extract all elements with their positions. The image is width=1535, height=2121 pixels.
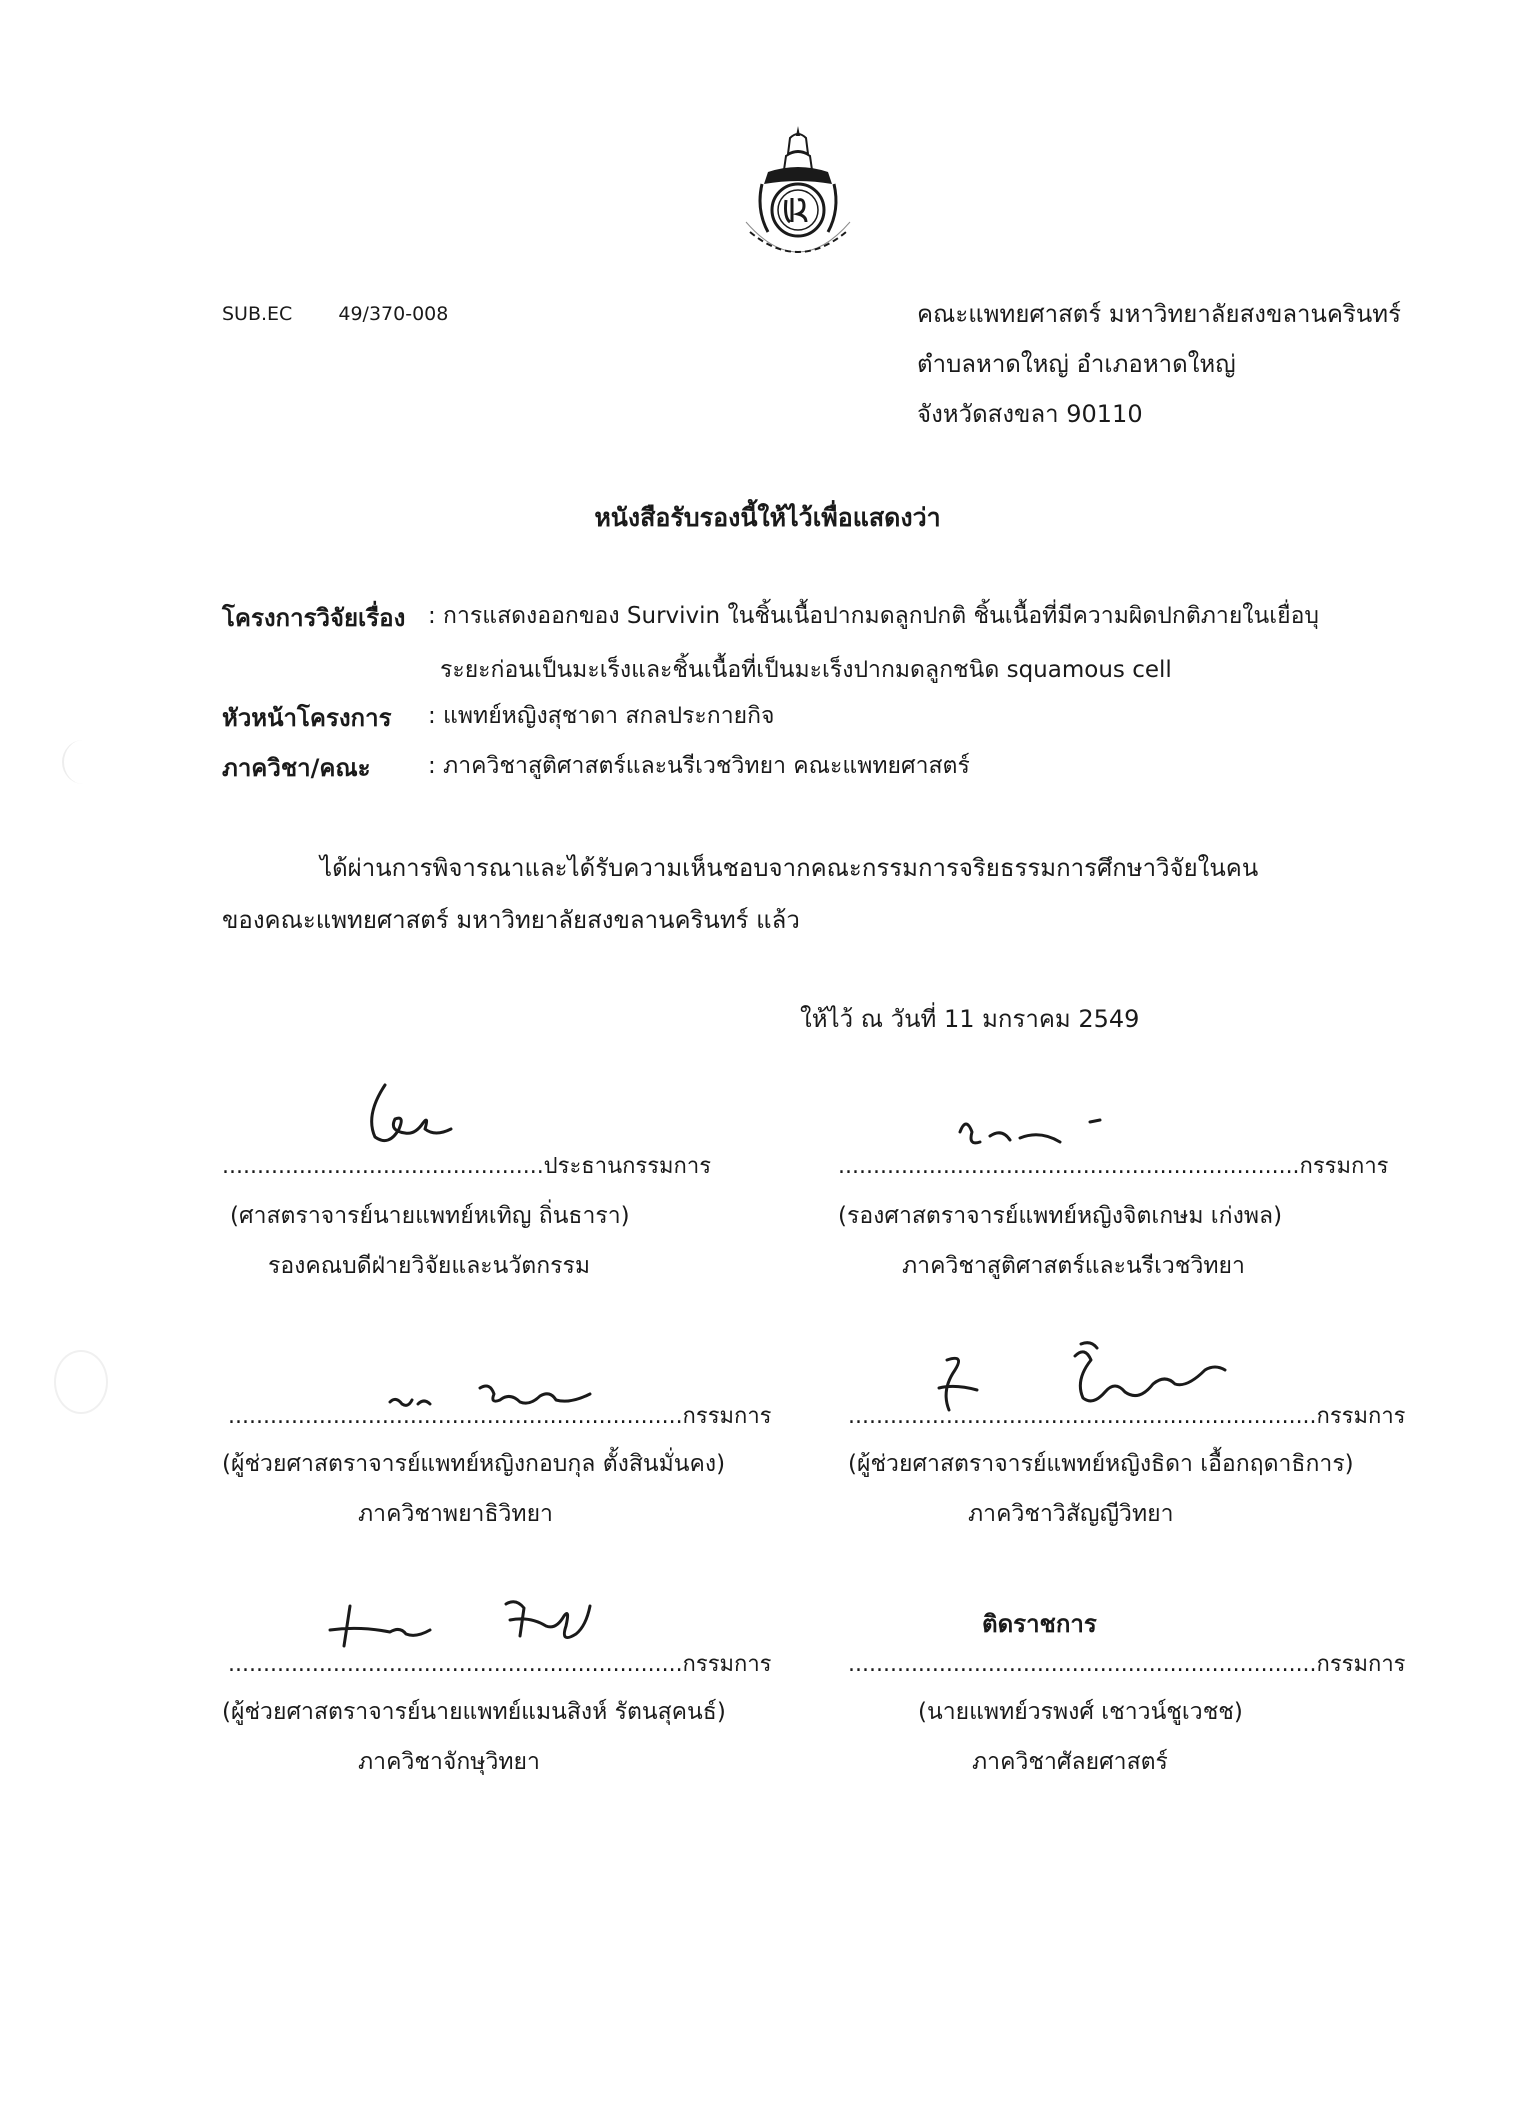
project-label: โครงการวิจัยเรื่อง [222,604,406,632]
signature-chairman [355,1075,465,1155]
reference-number [222,303,448,325]
punch-hole-mark [62,740,104,784]
reference-number-value: 49/370-008 [338,303,449,325]
signatory-dept-member-4: ภาควิชาวิสัญญีวิทยา [968,1501,1174,1527]
signature-line-member-3: .................................................................กรรมการ [228,1404,772,1429]
signatory-name-member-6: (นายแพทย์วรพงศ์ เชาวน์ชูเวชช) [918,1699,1243,1725]
signatory-dept-member-3: ภาควิชาพยาธิวิทยา [358,1501,553,1527]
address-line-1: คณะแพทยศาสตร์ มหาวิทยาลัยสงขลานครินทร์ [917,300,1401,328]
signatory-dept-member-5: ภาควิชาจักษุวิทยา [358,1749,540,1775]
principal-investigator-value: : แพทย์หญิงสุชาดา สกลประกายกิจ [428,703,775,729]
signatory-name-member-4: (ผู้ช่วยศาสตราจารย์แพทย์หญิงธิดา เอื้อกฤดาธิการ) [848,1451,1354,1477]
signatory-name-chairman: (ศาสตราจารย์นายแพทย์หเทิญ ถิ่นธารา) [230,1203,630,1229]
issue-date: ให้ไว้ ณ วันที่ 11 มกราคม 2549 [800,1005,1140,1033]
signature-line-member-4: ...................................................................กรรมการ [848,1404,1406,1429]
signature-line-member-5: .................................................................กรรมการ [228,1652,772,1677]
principal-investigator-label: หัวหน้าโครงการ [222,704,392,732]
signatory-dept-chairman: รองคณบดีฝ่ายวิจัยและนวัตกรรม [268,1253,591,1279]
faculty-logo [728,122,868,282]
department-value: : ภาควิชาสูติศาสตร์และนรีเวชวิทยา คณะแพทยศาสตร์ [428,753,970,779]
signatory-dept-member-2: ภาควิชาสูติศาสตร์และนรีเวชวิทยา [902,1253,1245,1279]
certificate-heading: หนังสือรับรองนี้ให้ไว้เพื่อแสดงว่า [594,503,941,532]
signatory-name-member-5: (ผู้ช่วยศาสตราจารย์นายแพทย์แมนสิงห์ รัตนสุคนธ์) [222,1699,726,1725]
punch-hole-mark [54,1350,108,1414]
signatory-dept-member-6: ภาควิชาศัลยศาสตร์ [972,1749,1168,1775]
project-title-line-2: ระยะก่อนเป็นมะเร็งและชิ้นเนื้อที่เป็นมะเร็งปากมดลูกชนิด squamous cell [440,657,1172,683]
approval-text-line-2: ของคณะแพทยศาสตร์ มหาวิทยาลัยสงขลานครินทร์ แล้ว [222,906,800,934]
signatory-name-member-2: (รองศาสตราจารย์แพทย์หญิงจิตเกษม เก่งพล) [838,1203,1283,1229]
faculty-emblem-icon [728,122,868,282]
project-title-line-1: : การแสดงออกของ Survivin ในชิ้นเนื้อปากมดลูกปกติ ชิ้นเนื้อที่มีความผิดปกติภายในเยื่อบุ [428,603,1320,629]
reference-code: SUB.EC [222,303,293,325]
signatory-name-member-3: (ผู้ช่วยศาสตราจารย์แพทย์หญิงกอบกุล ตั้งสินมั่นคง) [222,1451,726,1477]
address-line-3: จังหวัดสงขลา 90110 [917,400,1143,428]
absence-note: ติดราชการ [982,1610,1097,1638]
address-line-2: ตำบลหาดใหญ่ อำเภอหาดใหญ่ [917,350,1236,378]
department-label: ภาควิชา/คณะ [222,754,371,782]
signature-line-member-2: ..................................................................กรรมการ [838,1154,1389,1179]
signature-line-member-6: ...................................................................กรรมการ [848,1652,1406,1677]
approval-text-line-1: ได้ผ่านการพิจารณาและได้รับความเห็นชอบจากคณะกรรมการจริยธรรมการศึกษาวิจัยในคน [320,854,1259,882]
signature-line-chairman: ..............................................ประธานกรรมการ [222,1154,712,1179]
